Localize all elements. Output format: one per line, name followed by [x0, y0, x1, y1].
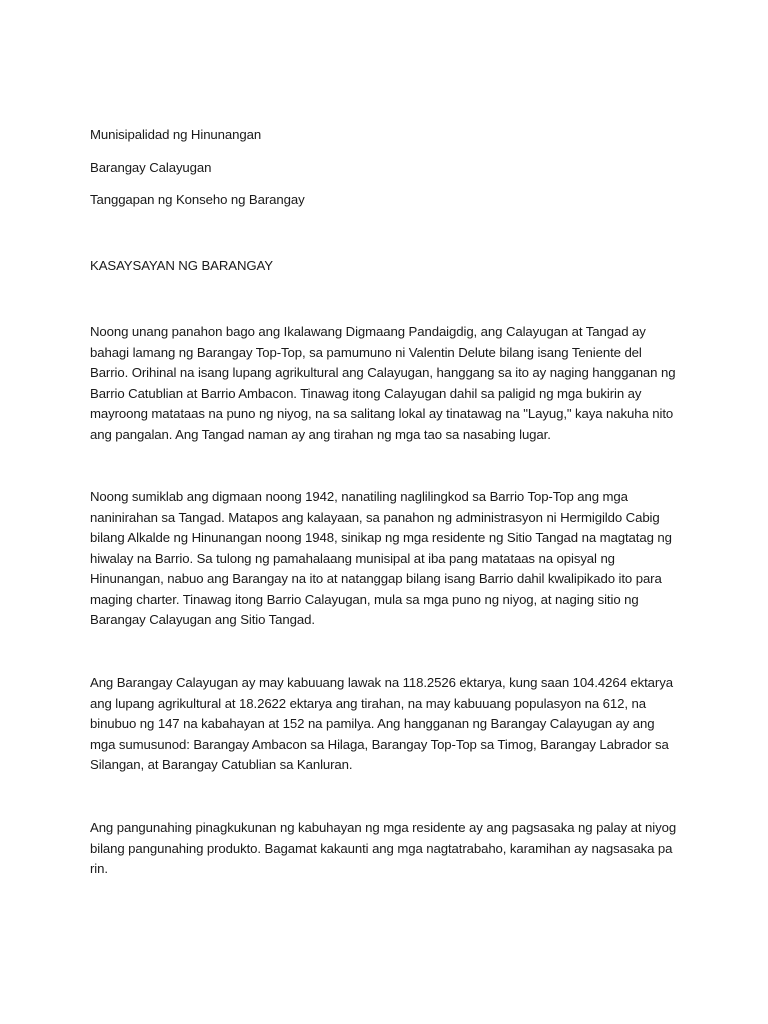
paragraph-history-war: Noong sumiklab ang digmaan noong 1942, nanatiling naglilingkod sa Barrio Top-Top ang mga naninirahan sa Tangad. Matapos ang kalayaan, sa panahon ng administrasyon ni Hermigildo Cabig bilang Alkalde ng Hinunangan noong 1948, sinikap ng mga residente ng Sitio Tangad na magtatag ng hiwalay na Barrio. Sa tulong ng pamahalaang munisipal at iba pang matataas na opisyal ng Hinunangan, nabuo ang Barangay na ito at natanggap bilang isang Barrio dahil kwalipikado ito para maging charter. Tinawag itong Barrio Calayugan, mula sa mga puno ng niyog, at naging sitio ng Barangay Calayugan ang Sitio Tangad.	[90, 489, 672, 627]
municipality-heading: Munisipalidad ng Hinunangan	[90, 127, 262, 142]
paragraph-history-origin: Noong unang panahon bago ang Ikalawang Digmaang Pandaigdig, ang Calayugan at Tangad ay bahagi lamang ng Barangay Top-Top, sa pamumuno ni Valentin Delute bilang isang Teniente del Barrio. Orihinal na isang lupang agrikultural ang Calayugan, hanggang sa ito ay naging hangganan ng Barrio Catublian at Barrio Ambacon. Tinawag itong Calayugan dahil sa paligid ng mga bukirin ay mayroong matataas na puno ng niyog, na sa salitang lokal ay tinatawag na "Layug," kaya nakuha nito ang pangalan. Ang Tangad naman ay ang tirahan ng mga tao sa nasabing lugar.	[90, 324, 676, 442]
paragraph-livelihood: Ang pangunahing pinagkukunan ng kabuhayan ng mga residente ay ang pagsasaka ng palay at niyog bilang pangunahing produkto. Bagamat kakaunti ang mga nagtatrabaho, karamihan ay nagsasaka pa rin.	[90, 820, 677, 876]
paragraph-land-area: Ang Barangay Calayugan ay may kabuuang lawak na 118.2526 ektarya, kung saan 104.4264 ektarya ang lupang agrikultural at 18.2622 ektarya ang tirahan, na may kabuuang populasyon na 612, na binubuo ng 147 na kabahayan at 152 na pamilya. Ang hangganan ng Barangay Calayugan ay ang mga sumusunod: Barangay Ambacon sa Hilaga, Barangay Top-Top sa Timog, Barangay Labrador sa Silangan, at Barangay Catublian sa Kanluran.	[90, 675, 673, 772]
document-page	[90, 0, 690, 1024]
office-heading: Tanggapan ng Konseho ng Barangay	[90, 192, 305, 207]
barangay-heading: Barangay Calayugan	[90, 160, 212, 175]
document-title: KASAYSAYAN NG BARANGAY	[90, 258, 273, 273]
